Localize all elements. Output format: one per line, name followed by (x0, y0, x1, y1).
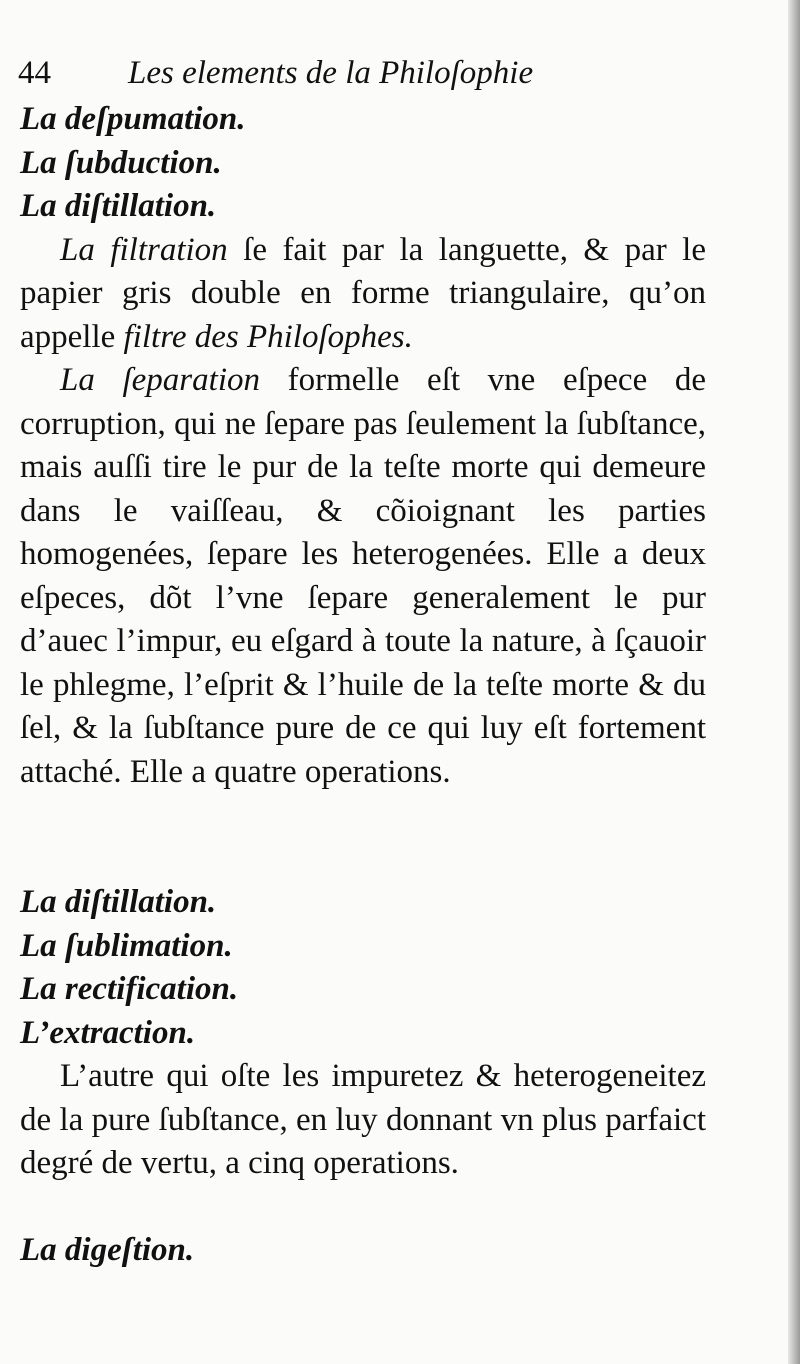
term-separation: La ſeparation (60, 362, 260, 398)
term-filtre: filtre des Philoſophes. (123, 318, 413, 355)
list-item: La rectification. (20, 971, 239, 1007)
list-item: La deſpumation. (20, 101, 246, 137)
list-item: La diſtillation. (20, 884, 217, 920)
paragraph-text: ſe fait par la languette, & par le papier gris double en forme triangulaire, qu’on appelle (20, 231, 706, 355)
paragraph-filtration (20, 229, 706, 360)
running-title: Les elements de la Philoſophie (128, 55, 534, 91)
list-item: La diſtillation. (20, 188, 217, 224)
page-number: 44 (18, 55, 51, 91)
body-text (20, 98, 706, 1273)
list-item: La ſubduction. (20, 144, 222, 181)
list-item: La ſublimation. (20, 927, 233, 964)
list-item: La digeſtion. (20, 1232, 195, 1268)
paragraph-text: L’autre qui oſte les impuretez & heterogeneitez de la pure ſubſtance, en luy donnant vn plus parfaict degré de vertu, a cinq operations. (20, 1058, 706, 1181)
paragraph-text: formelle eſt vne eſpece de corruption, qui ne ſepare pas ſeulement la ſubſtance, mais auſſi tire le pur de la teſte morte qui demeure dans le vaiſſeau, & cõioignant les parties homogenées, ſepare les heterogenées. Elle a deux eſpeces, dõt l’vne ſepare generalement le pur d’auec l’impur, eu eſgard à toute la nature, à ſçauoir le phlegme, l’eſprit & l’huile de la teſte morte & du ſel, & la ſubſtance pure de ce qui luy eſt fortement attaché. Elle a quatre operations. (20, 362, 707, 790)
list-item: L’extraction. (20, 1014, 196, 1051)
paragraph-autre (20, 1055, 706, 1229)
page-header (18, 48, 718, 98)
paragraph-separation (20, 359, 706, 881)
page-edge-shadow (788, 0, 800, 1364)
term-filtration: La filtration (60, 231, 228, 268)
